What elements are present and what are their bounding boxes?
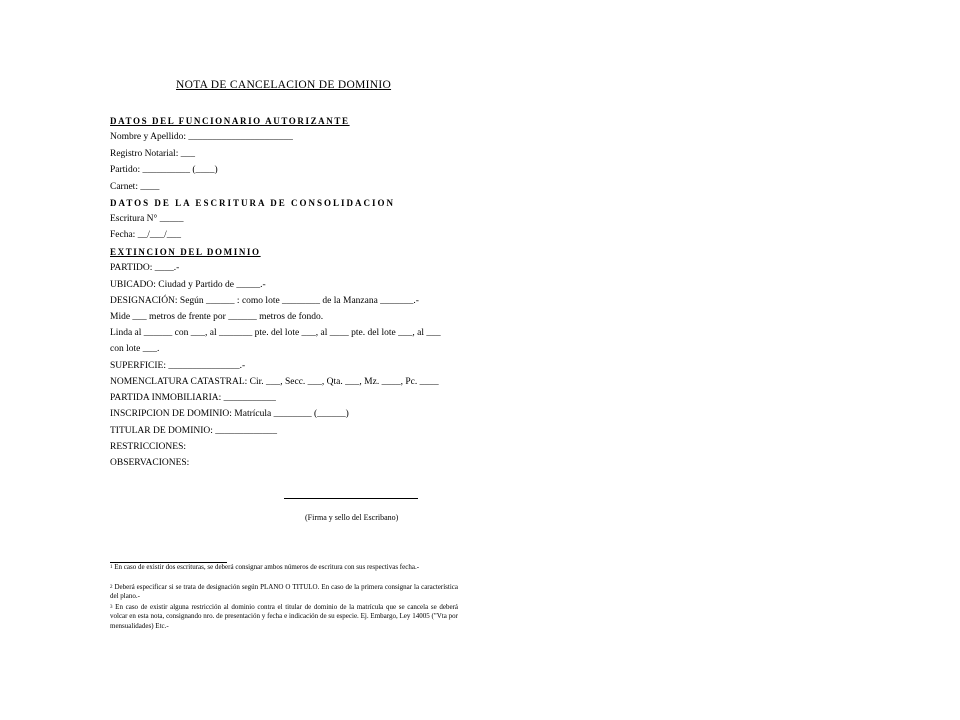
field-ubicado: UBICADO: Ciudad y Partido de _____.- — [110, 280, 266, 290]
footnote-3 — [110, 603, 458, 631]
field-fecha: Fecha: __/___/___ — [110, 230, 181, 240]
footnote-text: En caso de existir alguna restricción al dominio contra el titular de dominio de la matrícula que se cancela se deberá volcar en esta nota, consignando nro. de presentación y fecha e indicación de su especie. Ej. Embargo, Ley 14005 ("Vta por mensualidades) Etc.- — [110, 603, 458, 630]
field-mide: Mide ___ metros de frente por ______ metros de fondo. — [110, 312, 324, 322]
section-heading-funcionario: DATOS DEL FUNCIONARIO AUTORIZANTE — [110, 116, 350, 126]
signature-line — [284, 498, 418, 499]
field-inscripcion-dominio: INSCRIPCION DE DOMINIO: Matrícula ________ (______) — [110, 409, 349, 419]
field-linda: Linda al ______ con ___, al _______ pte. del lote ___, al ____ pte. del lote ___, al ___ — [110, 328, 441, 338]
field-con-lote: con lote ___. — [110, 344, 160, 354]
field-superficie: SUPERFICIE: _______________.- — [110, 361, 246, 371]
footnote-mark: 3 — [110, 605, 113, 610]
field-titular-dominio: TITULAR DE DOMINIO: _____________ — [110, 426, 278, 436]
field-designacion: DESIGNACIÓN: Según ______ : como lote ________ de la Manzana _______.- — [110, 296, 419, 306]
field-partido: Partido: __________ (____) — [110, 165, 218, 175]
field-nomenclatura-catastral: NOMENCLATURA CATASTRAL: Cir. ___, Secc. ___, Qta. ___, Mz. ____, Pc. ____ — [110, 377, 439, 387]
field-registro-notarial: Registro Notarial: ___ — [110, 149, 195, 159]
footnote-mark: 2 — [110, 585, 113, 590]
field-partida-inmobiliaria: PARTIDA INMOBILIARIA: ___________ — [110, 393, 276, 403]
document-title: NOTA DE CANCELACION DE DOMINIO — [176, 79, 392, 91]
field-observaciones: OBSERVACIONES: — [110, 458, 190, 468]
signature-caption: (Firma y sello del Escribano) — [305, 513, 399, 522]
footnote-mark: 1 — [110, 565, 113, 570]
section-heading-escritura: DATOS DE LA ESCRITURA DE CONSOLIDACION — [110, 198, 395, 208]
footnote-2 — [110, 583, 458, 602]
field-restricciones: RESTRICCIONES: — [110, 442, 187, 452]
footnote-1 — [110, 563, 458, 572]
footnote-text: En caso de existir dos escrituras, se deberá consignar ambos números de escritura con sus respectivas fecha.- — [114, 563, 420, 571]
footnote-text: Deberá especificar si se trata de designación según PLANO O TITULO. En caso de la primera consignar la característica del plano.- — [110, 583, 458, 601]
field-nombre-apellido: Nombre y Apellido: ______________________ — [110, 132, 293, 142]
field-escritura-numero: Escritura N° _____ — [110, 214, 184, 224]
section-heading-extincion: EXTINCION DEL DOMINIO — [110, 247, 261, 257]
field-extincion-partido: PARTIDO: ____.- — [110, 263, 180, 273]
field-carnet: Carnet: ____ — [110, 182, 160, 192]
